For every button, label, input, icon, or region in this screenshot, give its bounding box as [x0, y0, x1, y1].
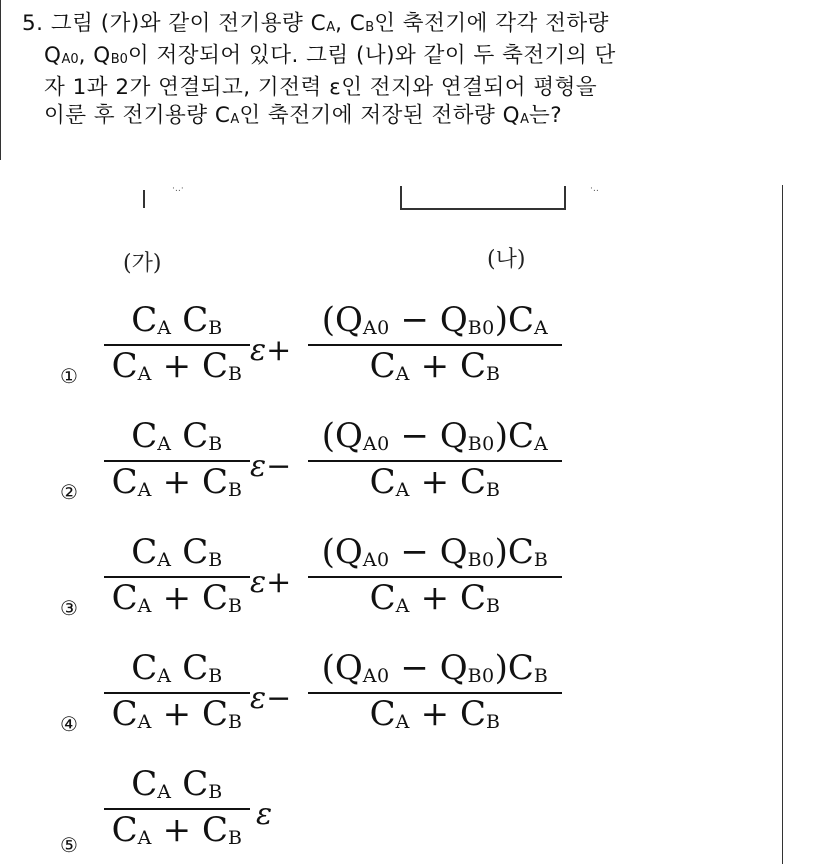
- choice-5[interactable]: ⑤ CA CB CA + CB ε: [56, 766, 596, 864]
- figure-label-na: (나): [487, 247, 526, 272]
- choice-number: ⑤: [60, 833, 78, 857]
- choice-4[interactable]: ④ CA CB CA + CB ε− (QA0 − QB0)CB CA + CB: [56, 650, 596, 760]
- emf-and-sign: ε−: [250, 449, 292, 484]
- figure-na-fragment-left: [400, 186, 402, 210]
- choice-number: ③: [60, 596, 78, 620]
- question-text: 5. 그림 (가)와 같이 전기용량 CA, CB인 축전기에 각각 전하량 QA0, QB0이 저장되어 있다. 그림 (나)와 같이 두 축전기의 단 자 1과 2가 연결되고, 기전력 ε인 전지와 연결되어 평형을 이룬 후 전기용량 CA인 축전기에 저장된 전하량 QA는?: [22, 11, 616, 128]
- choice-number: ④: [60, 712, 78, 736]
- emf-and-sign: ε+: [250, 565, 292, 600]
- emf-and-sign: ε−: [250, 681, 292, 716]
- emf-and-sign: ε+: [250, 333, 292, 368]
- choice-3[interactable]: ③ CA CB CA + CB ε+ (QA0 − QB0)CB CA + CB: [56, 534, 596, 644]
- figure-na-fragment-bottom: [400, 208, 566, 210]
- question-number: 5.: [22, 11, 44, 36]
- choice-2[interactable]: ② CA CB CA + CB ε− (QA0 − QB0)CA CA + CB: [56, 418, 596, 528]
- figure-na-fragment-right: [564, 186, 566, 210]
- right-border-line: [782, 185, 783, 864]
- figure-ga-smudge: ·‥·: [172, 184, 184, 194]
- left-border-line: [0, 0, 1, 160]
- choice-number: ①: [60, 364, 78, 388]
- figure-label-ga: (가): [123, 251, 162, 276]
- choice-1[interactable]: ① CA CB CA + CB ε+ (QA0 − QB0)CA CA + CB: [56, 302, 596, 412]
- choice-number: ②: [60, 480, 78, 504]
- figure-na-smudge: ·‥: [590, 184, 599, 194]
- figure-ga-fragment: [143, 190, 145, 208]
- emf-symbol: ε: [256, 797, 273, 832]
